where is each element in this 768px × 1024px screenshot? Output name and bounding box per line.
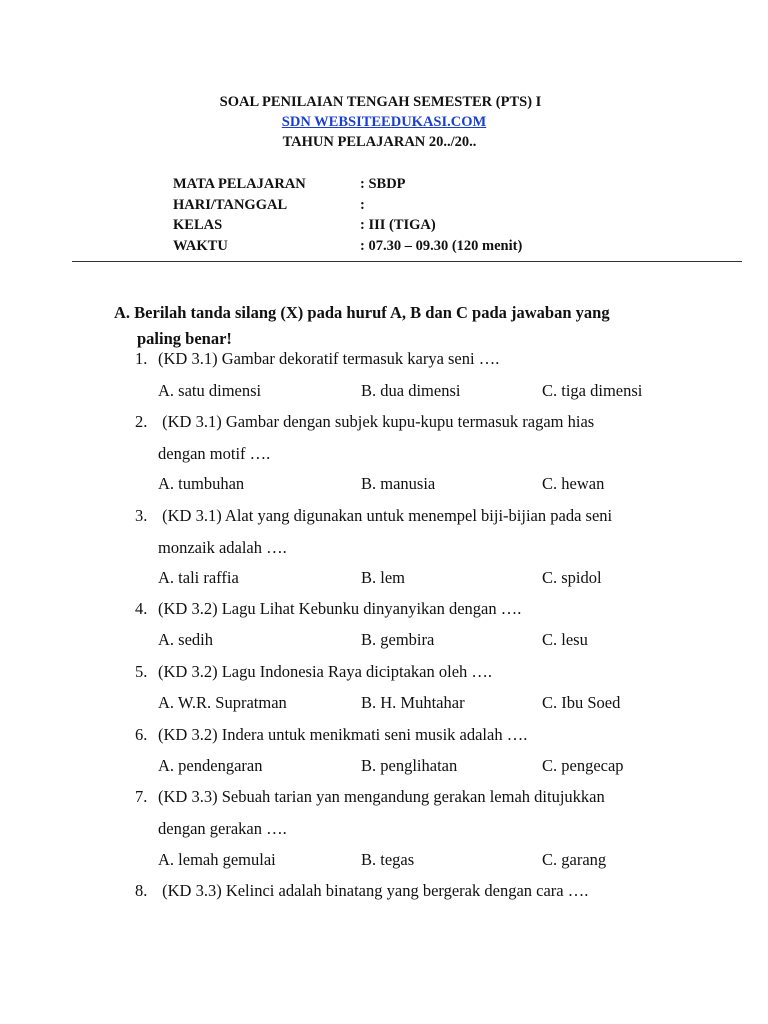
question-number: 6. xyxy=(135,725,148,744)
info-row-class xyxy=(173,215,436,236)
subject-value: : SBDP xyxy=(360,176,406,192)
question-2 xyxy=(135,412,594,432)
exam-title: SOAL PENILAIAN TENGAH SEMESTER (PTS) I xyxy=(219,94,542,110)
date-label: HARI/TANGGAL xyxy=(173,196,288,213)
q2-option-a[interactable]: A. tumbuhan xyxy=(158,474,245,493)
q1-option-a[interactable]: A. satu dimensi xyxy=(158,381,262,400)
info-row-subject xyxy=(173,174,406,195)
question-8 xyxy=(135,881,588,901)
q1-option-c[interactable]: C. tiga dimensi xyxy=(542,381,643,400)
q5-option-b[interactable]: B. H. Muhtahar xyxy=(361,693,465,712)
question-3-continuation: monzaik adalah …. xyxy=(158,538,287,557)
question-text: (KD 3.2) Indera untuk menikmati seni musik adalah …. xyxy=(158,725,528,744)
question-7-continuation: dengan gerakan …. xyxy=(158,819,287,838)
info-row-time xyxy=(173,236,523,257)
question-number: 8. xyxy=(135,881,148,900)
instruction-line-2: paling benar! xyxy=(137,329,232,348)
q4-option-a[interactable]: A. sedih xyxy=(158,630,213,649)
q3-option-b[interactable]: B. lem xyxy=(361,568,405,587)
question-text: (KD 3.1) Gambar dekoratif termasuk karya seni …. xyxy=(158,349,500,368)
question-number: 7. xyxy=(135,787,148,806)
class-value: : III (TIGA) xyxy=(360,217,436,233)
q2-option-c[interactable]: C. hewan xyxy=(542,474,605,493)
q6-option-b[interactable]: B. penglihatan xyxy=(361,756,458,775)
question-text: (KD 3.1) Alat yang digunakan untuk menempel biji-bijian pada seni xyxy=(158,506,613,525)
question-text: (KD 3.3) Kelinci adalah binatang yang bergerak dengan cara …. xyxy=(158,881,589,900)
question-number: 1. xyxy=(135,349,148,368)
question-text: (KD 3.2) Lagu Lihat Kebunku dinyanyikan dengan …. xyxy=(158,599,522,618)
class-label: KELAS xyxy=(173,217,223,233)
question-6 xyxy=(135,725,527,745)
document-header xyxy=(0,92,768,152)
q7-option-c[interactable]: C. garang xyxy=(542,850,607,869)
time-value: : 07.30 – 09.30 (120 menit) xyxy=(360,237,523,254)
question-text: (KD 3.3) Sebuah tarian yan mengandung gerakan lemah ditujukkan xyxy=(158,787,605,806)
q6-option-a[interactable]: A. pendengaran xyxy=(158,756,263,775)
question-1 xyxy=(135,349,499,369)
question-2-continuation: dengan motif …. xyxy=(158,444,271,463)
section-instruction xyxy=(114,300,674,352)
header-divider xyxy=(72,261,742,262)
question-5 xyxy=(135,662,492,682)
time-label: WAKTU xyxy=(173,237,228,254)
question-text: (KD 3.1) Gambar dengan subjek kupu-kupu termasuk ragam hias xyxy=(158,412,595,431)
question-7 xyxy=(135,787,605,807)
subject-label: MATA PELAJARAN xyxy=(173,176,306,192)
question-number: 4. xyxy=(135,599,148,618)
question-number: 2. xyxy=(135,412,148,431)
question-number: 5. xyxy=(135,662,148,681)
q7-option-a[interactable]: A. lemah gemulai xyxy=(158,850,276,869)
q4-option-b[interactable]: B. gembira xyxy=(361,630,435,649)
question-3 xyxy=(135,506,612,526)
exam-info xyxy=(173,174,523,256)
q1-option-b[interactable]: B. dua dimensi xyxy=(361,381,461,400)
q6-option-c[interactable]: C. pengecap xyxy=(542,756,624,775)
q2-option-b[interactable]: B. manusia xyxy=(361,474,436,493)
question-number: 3. xyxy=(135,506,148,525)
question-4 xyxy=(135,599,521,619)
q5-option-a[interactable]: A. W.R. Supratman xyxy=(158,693,287,712)
q3-option-a[interactable]: A. tali raffia xyxy=(158,568,239,587)
q4-option-c[interactable]: C. lesu xyxy=(542,630,588,649)
instruction-line-1: A. Berilah tanda silang (X) pada huruf A, B dan C pada jawaban yang xyxy=(114,303,610,322)
info-row-date xyxy=(173,195,365,216)
date-value: : xyxy=(360,196,365,213)
school-year: TAHUN PELAJARAN 20../20.. xyxy=(282,134,477,150)
q3-option-c[interactable]: C. spidol xyxy=(542,568,602,587)
question-text: (KD 3.2) Lagu Indonesia Raya diciptakan oleh …. xyxy=(158,662,493,681)
school-link[interactable]: SDN WEBSITEEDUKASI.COM xyxy=(281,114,487,130)
q7-option-b[interactable]: B. tegas xyxy=(361,850,415,869)
q5-option-c[interactable]: C. Ibu Soed xyxy=(542,693,621,712)
